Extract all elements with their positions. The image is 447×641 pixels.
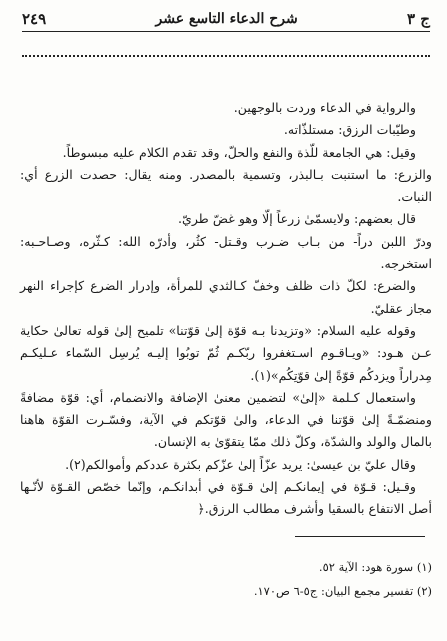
footnote: (١) سورة هود: الآية ٥٢.	[318, 560, 432, 574]
paragraph: وقوله عليه السلام: «وتزيدنا بـه قوّة إلىٰ قوّتنا» تلميح إلىٰ قوله تعالىٰ حكاية عـن هـود: «ويـاقـوم اسـتغفروا ربّكـم ثُمّ توبُوا إليـه يُرسِل السّماء عـليكـم مِدراراً ويزدكُم قوّةً إلىٰ قوّتِكُم»(١).	[20, 322, 432, 383]
page-number: ٢٤٩	[22, 10, 47, 28]
paragraph: وقيل: هي الجامعة للّذة والنفع والحلّ، وقد تقدم الكلام عليه مبسوطاً.	[62, 144, 416, 160]
paragraph: وقال عليّ بن عيسىٰ: يريد عزّاً إلىٰ عزّكم بكثرة عددكم وأموالكم(٢).	[65, 456, 416, 472]
paragraph: والضرع: لكلّ ذات ظلف وخفّ كـالثدي للمرأة، وإدرار الضرع كإجراء النهر مجاز عقليّ.	[20, 278, 432, 316]
running-header	[22, 8, 430, 30]
paragraph: قال بعضهم: ولايسمّىٰ زرعاً إلّا وهو غضّ طريّ.	[177, 211, 416, 227]
footnote: (٢) تفسير مجمع البيان: ج٥-٦ ص١٧٠.	[253, 584, 432, 598]
volume-number: ج ٣	[407, 10, 430, 28]
paragraph: والرواية في الدعاء وردت بالوجهين.	[233, 100, 416, 115]
paragraph: واستعمال كـلمة «إلىٰ» لتضمين معنىٰ الإضافة والانضمام، أي: قوّة مضافةً ومنضمّـةً إلىٰ قوّتنا في الدعاء، والىٰ قوّتكم في الآية، وفسّـرت القوّة هاهنا بالمال والولد والشدّة، وكلّ ذلك ممّا يتقوّىٰ به الإنسان.	[20, 389, 432, 450]
dotted-divider	[22, 55, 430, 57]
paragraph: والزرع: ما استنبت بـالبذر، وتسمية بالمصدر. ومنه يقال: حصدت الزرع أي: النبات.	[20, 166, 432, 205]
footnotes	[20, 555, 432, 603]
footnote-rule	[295, 536, 425, 537]
chapter-title: شرح الدعاء التاسع عشر	[155, 11, 298, 27]
paragraph: وطيّبات الرزق: مستلذّاته.	[283, 122, 416, 138]
header-rule	[22, 31, 430, 32]
paragraph: وقـيل: قـوّة في إيمانكـم إلىٰ قـوّة في أبدانكـم، وإنّما خصّص القـوّة لأنّـها أصل الانتفاع بالسقيا وأشرف مطالب الرزق.﴿	[20, 479, 432, 517]
paragraph: ودرّ اللبن دراً- من بـاب ضـرب وقـتل- كثُر، وأدرّه الله: كـثّره، وصـاحـبه: استخرجه.	[20, 233, 432, 272]
main-text	[20, 97, 432, 521]
